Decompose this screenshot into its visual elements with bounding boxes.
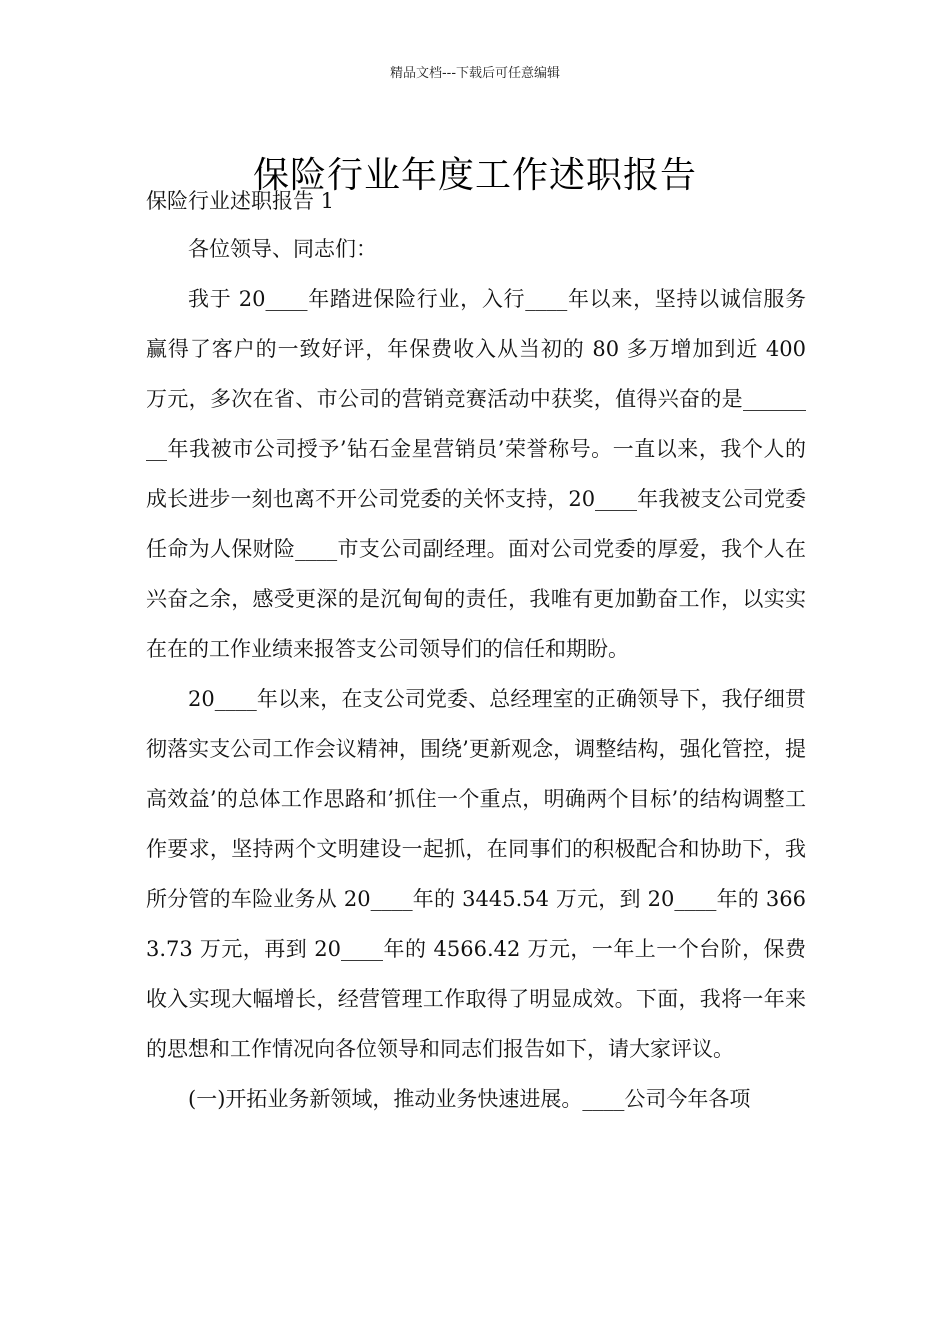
document-body — [146, 224, 806, 1124]
paragraph-introduction: 我于 20____年踏进保险行业，入行____年以来，坚持以诚信服务赢得了客户的一致好评，年保费收入从当初的 80 多万增加到近 400 万元，多次在省、市公司的营销竞赛活动中获奖，值得兴奋的是________年我被市公司授予’钻石金星营销员’荣誉称号。一直以来，我个人的成长进步一刻也离不开公司党委的关怀支持，20____年我被支公司党委任命为人保财险____市支公司副经理。面对公司党委的厚爱，我个人在兴奋之余，感受更深的是沉甸甸的责任，我唯有更加勤奋工作，以实实在在的工作业绩来报答支公司领导们的信任和期盼。 — [146, 287, 806, 661]
paragraph-work-summary: 20____年以来，在支公司党委、总经理室的正确领导下，我仔细贯彻落实支公司工作会议精神，围绕’更新观念，调整结构，强化管控，提高效益’的总体工作思路和’抓住一个重点，明确两个目标’的结构调整工作要求，坚持两个文明建设一起抓，在同事们的积极配合和协助下，我所分管的车险业务从 20____年的 3445.54 万元，到 20____年的 3663.73 万元，再到 20____年的 4566.42 万元，一年上一个台阶，保费收入实现大幅增长，经营管理工作取得了明显成效。下面，我将一年来的思想和工作情况向各位领导和同志们报告如下，请大家评议。 — [146, 687, 806, 1061]
paragraph-section-one: (一)开拓业务新领域，推动业务快速进展。____公司今年各项 — [188, 1087, 751, 1111]
header-note: 精品文档---下载后可任意编辑 — [389, 66, 561, 81]
paragraph-salutation: 各位领导、同志们： — [188, 237, 377, 261]
document-subtitle: 保险行业述职报告 1 — [146, 189, 335, 213]
document-title: 保险行业年度工作述职报告 — [252, 155, 697, 197]
